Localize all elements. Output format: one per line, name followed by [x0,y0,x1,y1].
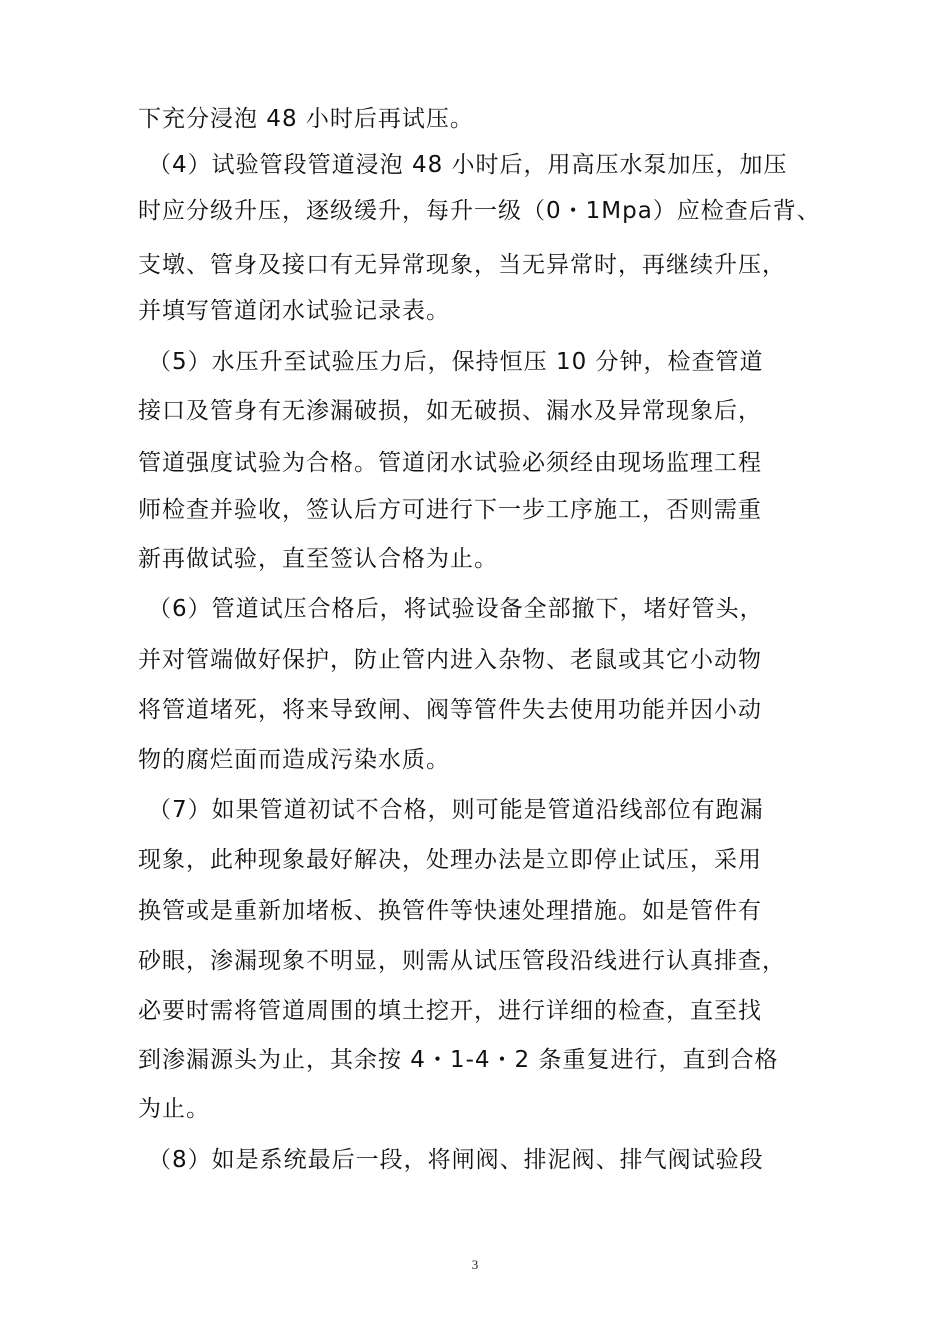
text-line: （6）管道试压合格后，将试验设备全部撤下，堵好管头， [148,596,764,622]
text-line: 必要时需将管道周围的填土挖开，进行详细的检查，直至找 [138,998,762,1024]
text-line: 到渗漏源头为止，其余按 4・1-4・2 条重复进行，直到合格 [138,1047,779,1073]
text-line: 接口及管身有无渗漏破损，如无破损、漏水及异常现象后， [138,398,762,424]
text-line: 换管或是重新加堵板、换管件等快速处理措施。如是管件有 [138,898,762,924]
text-line: 砂眼，渗漏现象不明显，则需从试压管段沿线进行认真排查， [138,948,786,974]
text-line: （5）水压升至试验压力后，保持恒压 10 分钟，检查管道 [148,349,764,375]
text-line: 现象，此种现象最好解决，处理办法是立即停止试压，采用 [138,847,762,873]
text-line: 管道强度试验为合格。管道闭水试验必须经由现场监理工程 [138,450,762,476]
text-line: 并填写管道闭水试验记录表。 [138,298,450,324]
text-line: 将管道堵死，将来导致闸、阀等管件失去使用功能并因小动 [138,697,762,723]
text-line: 下充分浸泡 48 小时后再试压。 [138,106,474,132]
text-line: 新再做试验，直至签认合格为止。 [138,546,498,572]
text-line: （4）试验管段管道浸泡 48 小时后，用高压水泵加压，加压 [148,152,788,178]
page-number: 3 [471,1257,479,1272]
text-line: 物的腐烂面而造成污染水质。 [138,747,450,773]
text-line: 为止。 [138,1096,210,1122]
text-line: 师检查并验收，签认后方可进行下一步工序施工，否则需重 [138,497,762,523]
text-line: 时应分级升压，逐级缓升，每升一级（0・1Mpa）应检查后背、 [138,198,821,224]
text-line: 支墩、管身及接口有无异常现象，当无异常时，再继续升压， [138,252,786,278]
text-line: （8）如是系统最后一段，将闸阀、排泥阀、排气阀试验段 [148,1147,764,1173]
text-line: （7）如果管道初试不合格，则可能是管道沿线部位有跑漏 [148,797,764,823]
text-line: 并对管端做好保护，防止管内进入杂物、老鼠或其它小动物 [138,647,762,673]
